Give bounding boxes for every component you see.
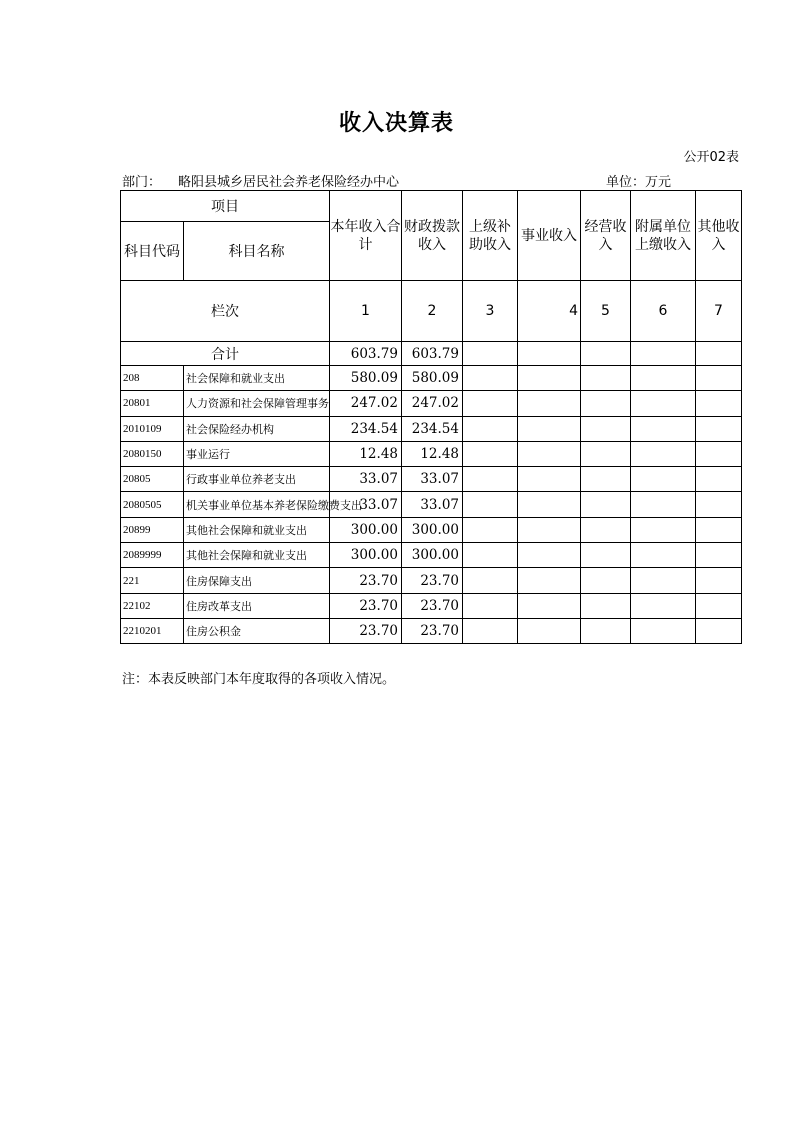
page-title: 收入决算表 bbox=[338, 111, 454, 136]
total-row bbox=[121, 342, 742, 366]
row-code: 2089999 bbox=[121, 543, 184, 568]
empty-cell bbox=[631, 618, 696, 643]
row-col2: 23.70 bbox=[402, 593, 463, 618]
table-row bbox=[121, 467, 742, 492]
sequence-number: 7 bbox=[696, 281, 742, 342]
row-code: 20805 bbox=[121, 467, 184, 492]
empty-cell bbox=[631, 517, 696, 542]
header-col5: 经营收入 bbox=[581, 191, 631, 281]
table-row bbox=[121, 618, 742, 643]
row-col1: 33.07 bbox=[330, 467, 402, 492]
header-item: 项目 bbox=[121, 191, 330, 222]
empty-cell bbox=[631, 543, 696, 568]
total-label: 合计 bbox=[121, 342, 330, 366]
row-col2: 300.00 bbox=[402, 517, 463, 542]
row-name: 事业运行 bbox=[184, 441, 330, 466]
row-name: 其他社会保障和就业支出 bbox=[184, 517, 330, 542]
row-code: 2080505 bbox=[121, 492, 184, 517]
row-code: 2010109 bbox=[121, 416, 184, 441]
empty-cell bbox=[518, 568, 581, 593]
table-row bbox=[121, 543, 742, 568]
sequence-number: 3 bbox=[463, 281, 518, 342]
row-col1: 33.07 bbox=[330, 492, 402, 517]
empty-cell bbox=[518, 416, 581, 441]
empty-cell bbox=[631, 467, 696, 492]
empty-cell bbox=[696, 492, 742, 517]
empty-cell bbox=[463, 467, 518, 492]
row-name: 社会保障和就业支出 bbox=[184, 366, 330, 391]
sequence-number: 6 bbox=[631, 281, 696, 342]
empty-cell bbox=[581, 467, 631, 492]
row-col1: 23.70 bbox=[330, 568, 402, 593]
row-code: 2080150 bbox=[121, 441, 184, 466]
row-code: 22102 bbox=[121, 593, 184, 618]
empty-cell bbox=[581, 593, 631, 618]
empty-cell bbox=[518, 391, 581, 416]
empty-cell bbox=[696, 593, 742, 618]
empty-cell bbox=[518, 441, 581, 466]
empty-cell bbox=[463, 593, 518, 618]
empty-cell bbox=[581, 618, 631, 643]
empty-cell bbox=[631, 492, 696, 517]
header-col7: 其他收入 bbox=[696, 191, 742, 281]
row-col1: 234.54 bbox=[330, 416, 402, 441]
empty-cell bbox=[631, 416, 696, 441]
sequence-number: 4 bbox=[518, 281, 581, 342]
sequence-number: 1 bbox=[330, 281, 402, 342]
row-col1: 23.70 bbox=[330, 593, 402, 618]
empty-cell bbox=[518, 467, 581, 492]
empty-cell bbox=[631, 593, 696, 618]
empty-cell bbox=[463, 416, 518, 441]
empty-cell bbox=[631, 441, 696, 466]
empty-cell bbox=[696, 366, 742, 391]
row-col2: 580.09 bbox=[402, 366, 463, 391]
row-code: 221 bbox=[121, 568, 184, 593]
header-col6: 附属单位上缴收入 bbox=[631, 191, 696, 281]
row-name: 社会保险经办机构 bbox=[184, 416, 330, 441]
empty-cell bbox=[518, 517, 581, 542]
empty-cell bbox=[518, 492, 581, 517]
row-col2: 23.70 bbox=[402, 568, 463, 593]
empty-cell bbox=[463, 366, 518, 391]
income-table bbox=[120, 190, 742, 644]
row-col2: 33.07 bbox=[402, 492, 463, 517]
empty-cell bbox=[631, 391, 696, 416]
row-name: 机关事业单位基本养老保险缴费支出 bbox=[184, 492, 330, 517]
empty-cell bbox=[696, 416, 742, 441]
empty-cell bbox=[463, 568, 518, 593]
row-col2: 247.02 bbox=[402, 391, 463, 416]
empty-cell bbox=[581, 391, 631, 416]
header-col3: 上级补助收入 bbox=[463, 191, 518, 281]
row-col2: 12.48 bbox=[402, 441, 463, 466]
empty-cell bbox=[463, 543, 518, 568]
empty-cell bbox=[463, 618, 518, 643]
empty-cell bbox=[463, 517, 518, 542]
empty-cell bbox=[696, 618, 742, 643]
empty-cell bbox=[581, 441, 631, 466]
row-name: 人力资源和社会保障管理事务 bbox=[184, 391, 330, 416]
row-col1: 12.48 bbox=[330, 441, 402, 466]
row-name: 住房公积金 bbox=[184, 618, 330, 643]
sequence-label: 栏次 bbox=[121, 281, 330, 342]
row-col2: 23.70 bbox=[402, 618, 463, 643]
header-col2: 财政拨款收入 bbox=[402, 191, 463, 281]
header-col4: 事业收入 bbox=[518, 191, 581, 281]
row-col1: 300.00 bbox=[330, 517, 402, 542]
table-row bbox=[121, 568, 742, 593]
row-col1: 23.70 bbox=[330, 618, 402, 643]
empty-cell bbox=[581, 568, 631, 593]
row-code: 20899 bbox=[121, 517, 184, 542]
table-row bbox=[121, 492, 742, 517]
empty-cell bbox=[463, 441, 518, 466]
header-col1: 本年收入合计 bbox=[330, 191, 402, 281]
empty-cell bbox=[631, 366, 696, 391]
department-name: 略阳县城乡居民社会养老保险经办中心 bbox=[178, 175, 400, 190]
table-row bbox=[121, 593, 742, 618]
row-name: 住房保障支出 bbox=[184, 568, 330, 593]
header-code: 科目代码 bbox=[121, 222, 184, 281]
table-note: 注：本表反映部门本年度取得的各项收入情况。 bbox=[122, 672, 396, 687]
empty-cell bbox=[696, 441, 742, 466]
empty-cell bbox=[631, 568, 696, 593]
empty-cell bbox=[581, 543, 631, 568]
department-label: 部门： bbox=[122, 175, 162, 190]
row-col1: 247.02 bbox=[330, 391, 402, 416]
row-col2: 234.54 bbox=[402, 416, 463, 441]
empty-cell bbox=[518, 543, 581, 568]
empty-cell bbox=[581, 366, 631, 391]
unit-label: 单位：万元 bbox=[606, 175, 672, 190]
row-col2: 33.07 bbox=[402, 467, 463, 492]
empty-cell bbox=[696, 543, 742, 568]
sequence-number: 5 bbox=[581, 281, 631, 342]
empty-cell bbox=[518, 618, 581, 643]
empty-cell bbox=[696, 467, 742, 492]
header-name: 科目名称 bbox=[184, 222, 330, 281]
row-col1: 300.00 bbox=[330, 543, 402, 568]
empty-cell bbox=[518, 366, 581, 391]
empty-cell bbox=[581, 492, 631, 517]
empty-cell bbox=[518, 593, 581, 618]
empty-cell bbox=[581, 416, 631, 441]
empty-cell bbox=[696, 391, 742, 416]
row-col2: 300.00 bbox=[402, 543, 463, 568]
table-row bbox=[121, 441, 742, 466]
sequence-number: 2 bbox=[402, 281, 463, 342]
empty-cell bbox=[463, 492, 518, 517]
form-number: 公开02表 bbox=[683, 150, 739, 165]
row-code: 2210201 bbox=[121, 618, 184, 643]
empty-cell bbox=[696, 568, 742, 593]
table-row bbox=[121, 391, 742, 416]
total-col1: 603.79 bbox=[330, 342, 402, 366]
table-row bbox=[121, 416, 742, 441]
empty-cell bbox=[696, 517, 742, 542]
row-code: 20801 bbox=[121, 391, 184, 416]
row-name: 其他社会保障和就业支出 bbox=[184, 543, 330, 568]
table-row bbox=[121, 517, 742, 542]
empty-cell bbox=[463, 391, 518, 416]
row-col1: 580.09 bbox=[330, 366, 402, 391]
total-col2: 603.79 bbox=[402, 342, 463, 366]
empty-cell bbox=[581, 517, 631, 542]
table-row bbox=[121, 366, 742, 391]
row-name: 行政事业单位养老支出 bbox=[184, 467, 330, 492]
row-name: 住房改革支出 bbox=[184, 593, 330, 618]
row-code: 208 bbox=[121, 366, 184, 391]
